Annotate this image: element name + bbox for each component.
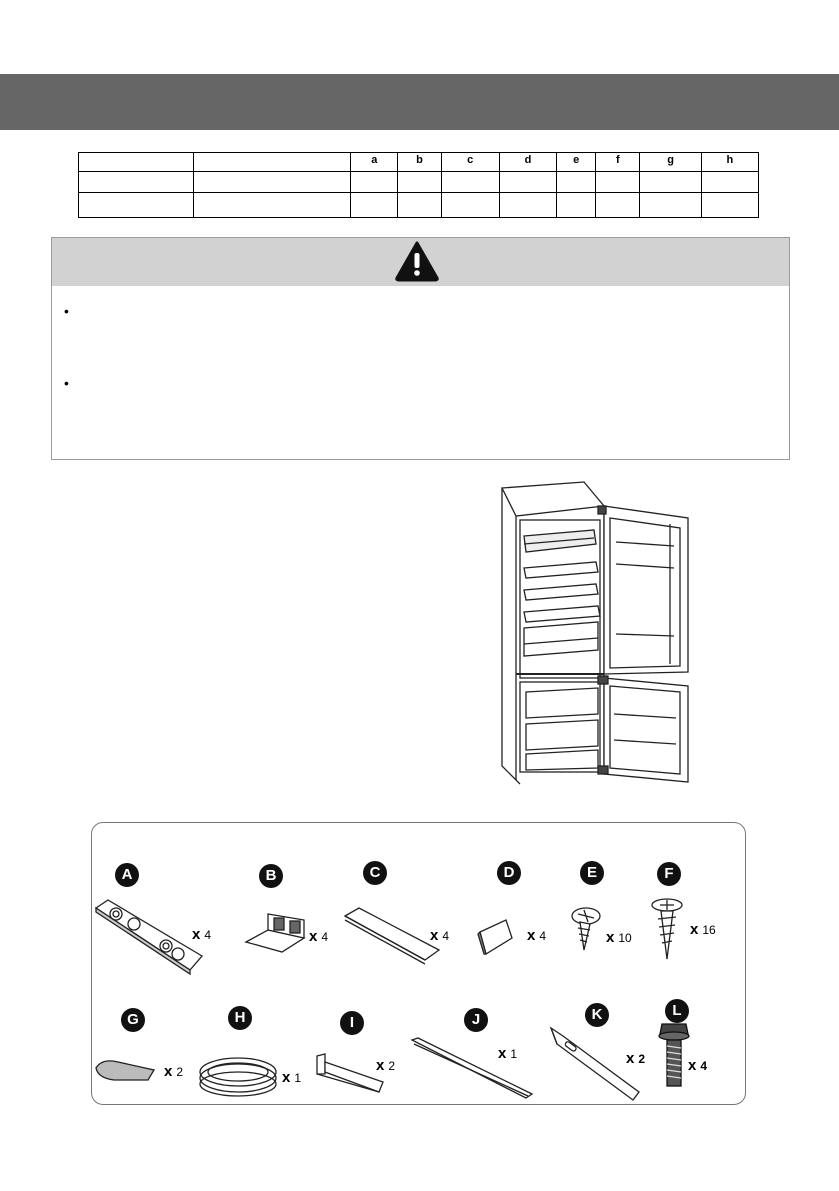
table-header-cell: e	[557, 153, 596, 172]
table-header-cell: a	[351, 153, 398, 172]
label-B: B	[259, 864, 283, 888]
part-A-bracket-plate	[94, 896, 204, 976]
table-header-cell: f	[596, 153, 640, 172]
part-K-slide-bracket	[547, 1026, 646, 1102]
label-A: A	[115, 863, 139, 887]
qty-K: x 2	[626, 1050, 646, 1067]
qty-I: x 2	[376, 1057, 396, 1074]
part-C-cover-strip	[343, 906, 441, 966]
qty-A: x 4	[192, 926, 212, 943]
part-L-hex-bolt	[658, 1020, 690, 1090]
qty-E: x 10	[606, 929, 632, 946]
table-header-cell: d	[499, 153, 556, 172]
part-B-angle-bracket	[244, 910, 310, 956]
bullet-point: •	[64, 375, 69, 391]
table-header-cell: h	[701, 153, 758, 172]
part-F-wood-screw	[650, 897, 684, 961]
part-G-shim	[92, 1054, 158, 1084]
qty-D: x 4	[527, 927, 547, 944]
table-header-row	[79, 153, 759, 172]
label-H: H	[228, 1006, 252, 1030]
table-header-cell	[193, 153, 351, 172]
label-F: F	[657, 862, 681, 886]
qty-J: x 1	[498, 1045, 518, 1062]
qty-F: x 16	[690, 921, 716, 938]
label-D: D	[497, 861, 521, 885]
part-E-pan-screw	[568, 904, 606, 954]
label-C: C	[363, 861, 387, 885]
table-header-cell	[79, 153, 194, 172]
label-L: L	[665, 999, 689, 1023]
fridge-illustration	[494, 478, 690, 790]
label-I: I	[340, 1011, 364, 1035]
qty-L: x 4	[688, 1057, 708, 1074]
section-header-bar	[0, 74, 839, 130]
table-header-cell: c	[441, 153, 499, 172]
table-header-cell: g	[640, 153, 701, 172]
warning-box	[51, 237, 790, 460]
table-row	[79, 193, 759, 218]
label-G: G	[121, 1008, 145, 1032]
qty-G: x 2	[164, 1063, 184, 1080]
part-H-sealing-strip-roll	[196, 1054, 282, 1098]
warning-header	[52, 238, 789, 286]
label-K: K	[585, 1003, 609, 1027]
table-header-cell: b	[398, 153, 441, 172]
table-row	[79, 172, 759, 193]
qty-B: x 4	[309, 928, 329, 945]
label-J: J	[464, 1008, 488, 1032]
dimensions-table	[78, 152, 759, 218]
warning-triangle-icon	[394, 240, 440, 282]
part-D-cap	[476, 916, 516, 956]
qty-C: x 4	[430, 927, 450, 944]
label-E: E	[580, 861, 604, 885]
qty-H: x 1	[282, 1069, 302, 1086]
part-I-door-guide	[313, 1052, 387, 1098]
part-J-long-rail	[410, 1036, 534, 1100]
bullet-point: •	[64, 303, 69, 319]
